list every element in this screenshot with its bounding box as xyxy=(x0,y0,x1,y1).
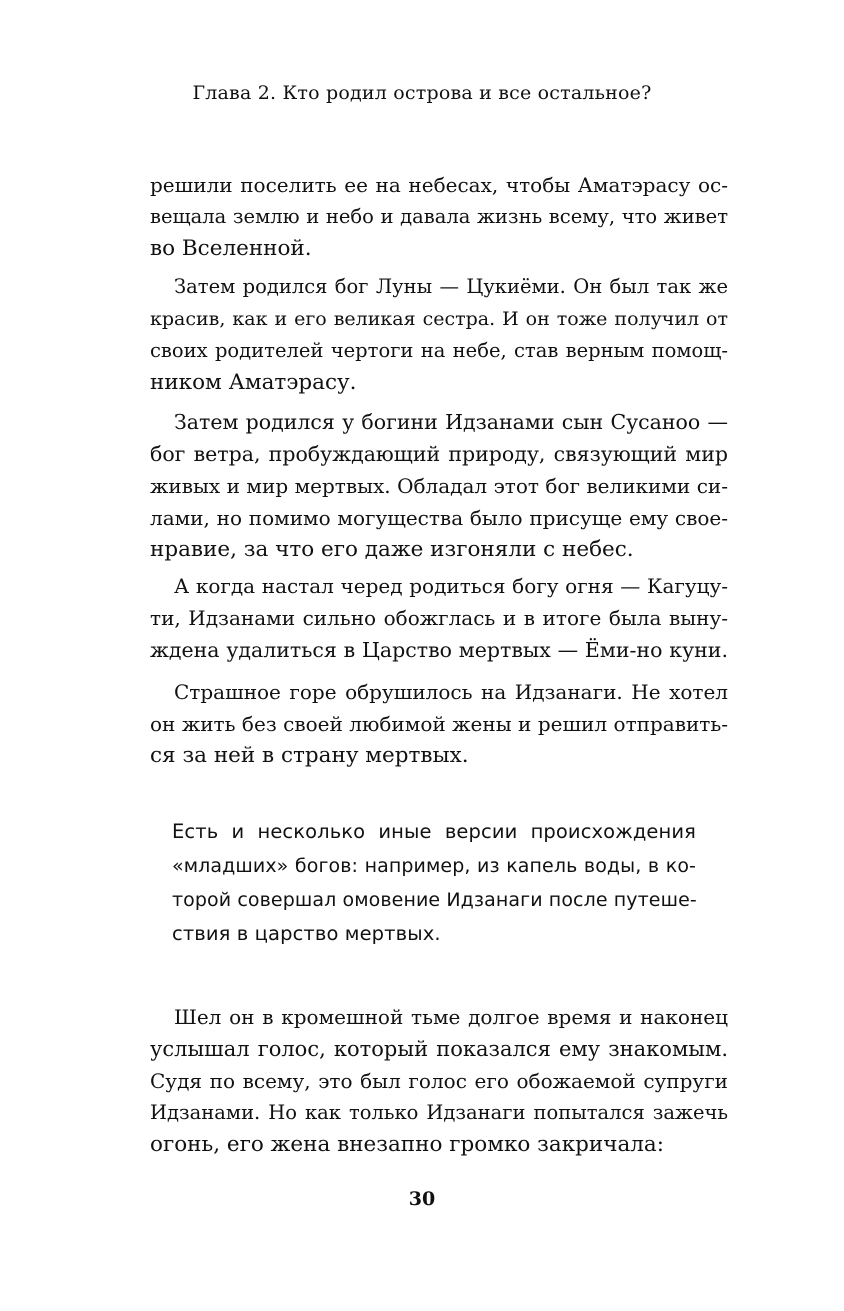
text-line: Затем родился бог Луны — Цукиёми. Он был так же xyxy=(174,275,728,298)
text-line: огонь, его жена внезапно громко закричала: xyxy=(150,1132,664,1157)
text-line: Идзанами. Но как только Идзанаги попытался зажечь xyxy=(150,1101,728,1124)
text-line: во Вселенной. xyxy=(150,236,312,261)
note-line: торой совершал омовение Идзанаги после путеше- xyxy=(172,889,697,911)
note-line: ствия в царство мертвых. xyxy=(172,922,441,945)
text-line: ждена удалиться в Царство мертвых — Ёми-но куни. xyxy=(150,638,728,662)
text-line: лами, но помимо могущества было присуще ему свое- xyxy=(150,506,728,530)
text-line: услышал голос, который показался ему знакомым. xyxy=(150,1037,728,1061)
text-line: Страшное горе обрушилось на Идзанаги. Не хотел xyxy=(174,680,728,704)
text-line: ником Аматэрасу. xyxy=(150,370,357,395)
text-line: нравие, за что его даже изгоняли с небес. xyxy=(150,537,634,562)
note-line: Есть и несколько иные версии происхождения xyxy=(172,820,696,843)
paragraph-4 xyxy=(150,570,728,666)
running-header: Глава 2. Кто родил острова и все остальное? xyxy=(192,82,652,104)
paragraph-6 xyxy=(150,1001,728,1161)
text-line: красив, как и его великая сестра. И он тоже получил от xyxy=(150,308,728,330)
text-line: он жить без своей любимой жены и решил отправить- xyxy=(150,712,728,736)
page-number: 30 xyxy=(408,1188,436,1210)
paragraph-1 xyxy=(150,169,728,265)
text-line: А когда настал черед родиться богу огня — Кагуцу- xyxy=(174,574,728,598)
text-line: ти, Идзанами сильно обожглась и в итоге была выну- xyxy=(150,606,728,630)
text-line: Затем родился у богини Идзанами сын Сусаноо — xyxy=(174,410,728,434)
note-line: «младших» богов: например, из капель воды, в ко- xyxy=(172,855,696,877)
text-line: ся за ней в страну мертвых. xyxy=(150,743,469,768)
text-line: Судя по всему, это был голос его обожаемой супруги xyxy=(150,1069,728,1093)
paragraph-5 xyxy=(150,676,728,772)
text-line: своих родителей чертоги на небе, став верным помощ- xyxy=(150,339,728,362)
text-line: бог ветра, пробуждающий природу, связующий мир xyxy=(150,442,728,466)
text-line: живых и мир мертвых. Обладал этот бог великими си- xyxy=(150,474,728,498)
text-line: решили поселить ее на небесах, чтобы Аматэрасу ос- xyxy=(150,173,728,197)
text-line: вещала землю и небо и давала жизнь всему, что живет xyxy=(150,205,728,228)
paragraph-3 xyxy=(150,406,728,566)
side-note xyxy=(172,815,696,951)
paragraph-2 xyxy=(150,271,728,399)
text-line: Шел он в кромешной тьме долгое время и наконец xyxy=(174,1005,728,1029)
